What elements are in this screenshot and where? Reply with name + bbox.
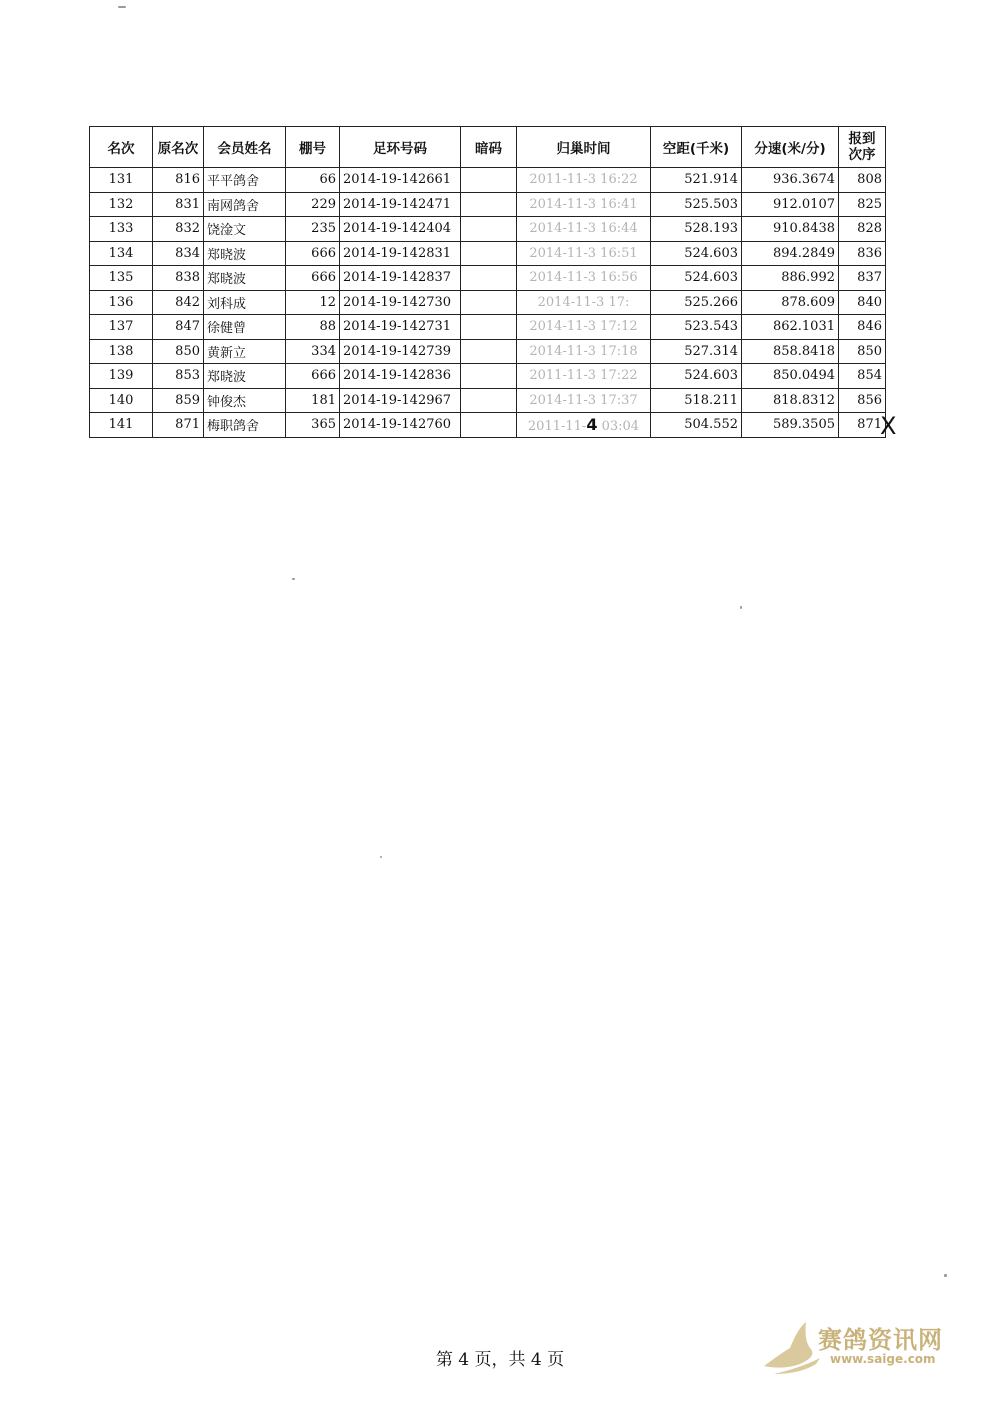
cell-orig-rank: 831 (153, 192, 204, 217)
cell-loft: 229 (286, 192, 340, 217)
header-dist: 空距(千米) (651, 127, 742, 168)
cell-order: 837 (839, 266, 886, 291)
cell-dist: 525.266 (651, 290, 742, 315)
page-footer: 第 4 页，共 4 页 (435, 1350, 565, 1370)
cell-loft: 334 (286, 339, 340, 364)
cell-code (461, 388, 517, 413)
cell-dist: 524.603 (651, 266, 742, 291)
scan-speck (292, 578, 295, 580)
cell-orig-rank: 847 (153, 315, 204, 340)
cell-dist: 518.211 (651, 388, 742, 413)
cell-speed: 910.8438 (742, 217, 839, 242)
cell-rank: 132 (90, 192, 153, 217)
header-code: 暗码 (461, 127, 517, 168)
cell-member: 郑晓波 (204, 364, 286, 389)
cell-code (461, 315, 517, 340)
cell-time: 2011-11-3 16:22 (517, 168, 651, 193)
cell-order: 871 (839, 413, 886, 438)
cell-loft: 666 (286, 241, 340, 266)
cell-ring: 2014-19-142837 (340, 266, 461, 291)
cell-rank: 141 (90, 413, 153, 438)
cell-ring: 2014-19-142731 (340, 315, 461, 340)
cell-time: 2014-11-3 17:12 (517, 315, 651, 340)
cell-rank: 134 (90, 241, 153, 266)
cell-loft: 666 (286, 364, 340, 389)
cell-loft: 66 (286, 168, 340, 193)
cell-member: 平平鸽舍 (204, 168, 286, 193)
cell-member: 梅职鸽舍 (204, 413, 286, 438)
scan-speck (740, 606, 742, 609)
cell-order: 828 (839, 217, 886, 242)
cell-loft: 88 (286, 315, 340, 340)
cell-time: 2014-11-3 17: (517, 290, 651, 315)
watermark-url: www.saige.com (830, 1352, 936, 1366)
scan-speck (118, 6, 126, 8)
cell-ring: 2014-19-142760 (340, 413, 461, 438)
cell-dist: 521.914 (651, 168, 742, 193)
cell-speed: 912.0107 (742, 192, 839, 217)
cell-order: 854 (839, 364, 886, 389)
cell-ring: 2014-19-142404 (340, 217, 461, 242)
table-row (90, 168, 886, 193)
cell-rank: 135 (90, 266, 153, 291)
table-row (90, 388, 886, 413)
cell-code (461, 266, 517, 291)
time-printed-part: 03:04 (601, 419, 640, 435)
cell-member: 刘科成 (204, 290, 286, 315)
cell-ring: 2014-19-142836 (340, 364, 461, 389)
cell-rank: 138 (90, 339, 153, 364)
cell-code (461, 290, 517, 315)
table-row (90, 364, 886, 389)
scan-speck (944, 1274, 947, 1277)
cell-order: 850 (839, 339, 886, 364)
cell-time: 2014-11-3 16:51 (517, 241, 651, 266)
cell-rank: 140 (90, 388, 153, 413)
cell-member: 徐健曾 (204, 315, 286, 340)
table-row (90, 217, 886, 242)
cell-speed: 858.8418 (742, 339, 839, 364)
cell-ring: 2014-19-142661 (340, 168, 461, 193)
scan-speck (380, 856, 382, 858)
cell-orig-rank: 850 (153, 339, 204, 364)
cell-member: 郑晓波 (204, 241, 286, 266)
handwritten-day: 4 (586, 415, 598, 435)
cell-loft: 365 (286, 413, 340, 438)
cell-orig-rank: 871 (153, 413, 204, 438)
table-row (90, 266, 886, 291)
cell-orig-rank: 834 (153, 241, 204, 266)
cell-member: 饶淦文 (204, 217, 286, 242)
results-table (89, 126, 886, 438)
cell-member: 黄新立 (204, 339, 286, 364)
cell-speed: 894.2849 (742, 241, 839, 266)
header-order-line2: 次序 (848, 147, 876, 163)
cell-ring: 2014-19-142471 (340, 192, 461, 217)
cell-ring: 2014-19-142730 (340, 290, 461, 315)
cell-code (461, 217, 517, 242)
cell-time: 2014-11-3 16:41 (517, 192, 651, 217)
time-printed-part: 2011-11- (527, 419, 587, 435)
cell-loft: 235 (286, 217, 340, 242)
cell-orig-rank: 853 (153, 364, 204, 389)
cell-speed: 818.8312 (742, 388, 839, 413)
cell-rank: 137 (90, 315, 153, 340)
cell-speed: 850.0494 (742, 364, 839, 389)
cell-time: 2011-11-3 17:22 (517, 364, 651, 389)
header-loft: 棚号 (286, 127, 340, 168)
table-row (90, 315, 886, 340)
header-time: 归巢时间 (517, 127, 651, 168)
cell-time: 2014-11-3 16:44 (517, 217, 651, 242)
header-member: 会员姓名 (204, 127, 286, 168)
cell-code (461, 241, 517, 266)
cell-code (461, 168, 517, 193)
cell-speed: 589.3505 (742, 413, 839, 438)
header-rank: 名次 (90, 127, 153, 168)
header-orig-rank: 原名次 (153, 127, 204, 168)
cell-orig-rank: 859 (153, 388, 204, 413)
cell-order: 856 (839, 388, 886, 413)
table-row (90, 339, 886, 364)
cell-rank: 136 (90, 290, 153, 315)
cell-dist: 504.552 (651, 413, 742, 438)
cell-rank: 139 (90, 364, 153, 389)
cell-code (461, 413, 517, 438)
watermark-site-name: 赛鸽资讯网 (818, 1326, 943, 1354)
cell-ring: 2014-19-142739 (340, 339, 461, 364)
cell-time (517, 413, 651, 438)
cell-rank: 131 (90, 168, 153, 193)
cell-ring: 2014-19-142967 (340, 388, 461, 413)
cell-loft: 666 (286, 266, 340, 291)
cell-order: 846 (839, 315, 886, 340)
header-ring: 足环号码 (340, 127, 461, 168)
cell-time: 2014-11-3 17:18 (517, 339, 651, 364)
cell-dist: 524.603 (651, 241, 742, 266)
cell-speed: 862.1031 (742, 315, 839, 340)
cell-dist: 528.193 (651, 217, 742, 242)
cell-orig-rank: 832 (153, 217, 204, 242)
cell-member: 钟俊杰 (204, 388, 286, 413)
cell-time: 2014-11-3 17:37 (517, 388, 651, 413)
cell-speed: 878.609 (742, 290, 839, 315)
cell-dist: 527.314 (651, 339, 742, 364)
cell-code (461, 364, 517, 389)
handwritten-x-mark: X (880, 412, 897, 440)
cell-speed: 886.992 (742, 266, 839, 291)
cell-member: 郑晓波 (204, 266, 286, 291)
cell-loft: 12 (286, 290, 340, 315)
cell-ring: 2014-19-142831 (340, 241, 461, 266)
header-order (839, 127, 886, 168)
cell-dist: 524.603 (651, 364, 742, 389)
cell-rank: 133 (90, 217, 153, 242)
cell-orig-rank: 816 (153, 168, 204, 193)
cell-time: 2014-11-3 16:56 (517, 266, 651, 291)
pigeon-icon (764, 1322, 820, 1374)
cell-order: 808 (839, 168, 886, 193)
cell-code (461, 339, 517, 364)
cell-dist: 525.503 (651, 192, 742, 217)
cell-dist: 523.543 (651, 315, 742, 340)
cell-order: 840 (839, 290, 886, 315)
cell-orig-rank: 842 (153, 290, 204, 315)
header-order-line1: 报到 (848, 131, 876, 147)
table-row (90, 192, 886, 217)
header-speed: 分速(米/分) (742, 127, 839, 168)
cell-member: 南网鸽舍 (204, 192, 286, 217)
cell-speed: 936.3674 (742, 168, 839, 193)
table-row (90, 413, 886, 438)
header-row (90, 127, 886, 168)
table-row (90, 241, 886, 266)
cell-order: 836 (839, 241, 886, 266)
cell-order: 825 (839, 192, 886, 217)
table-row (90, 290, 886, 315)
cell-loft: 181 (286, 388, 340, 413)
cell-orig-rank: 838 (153, 266, 204, 291)
cell-code (461, 192, 517, 217)
